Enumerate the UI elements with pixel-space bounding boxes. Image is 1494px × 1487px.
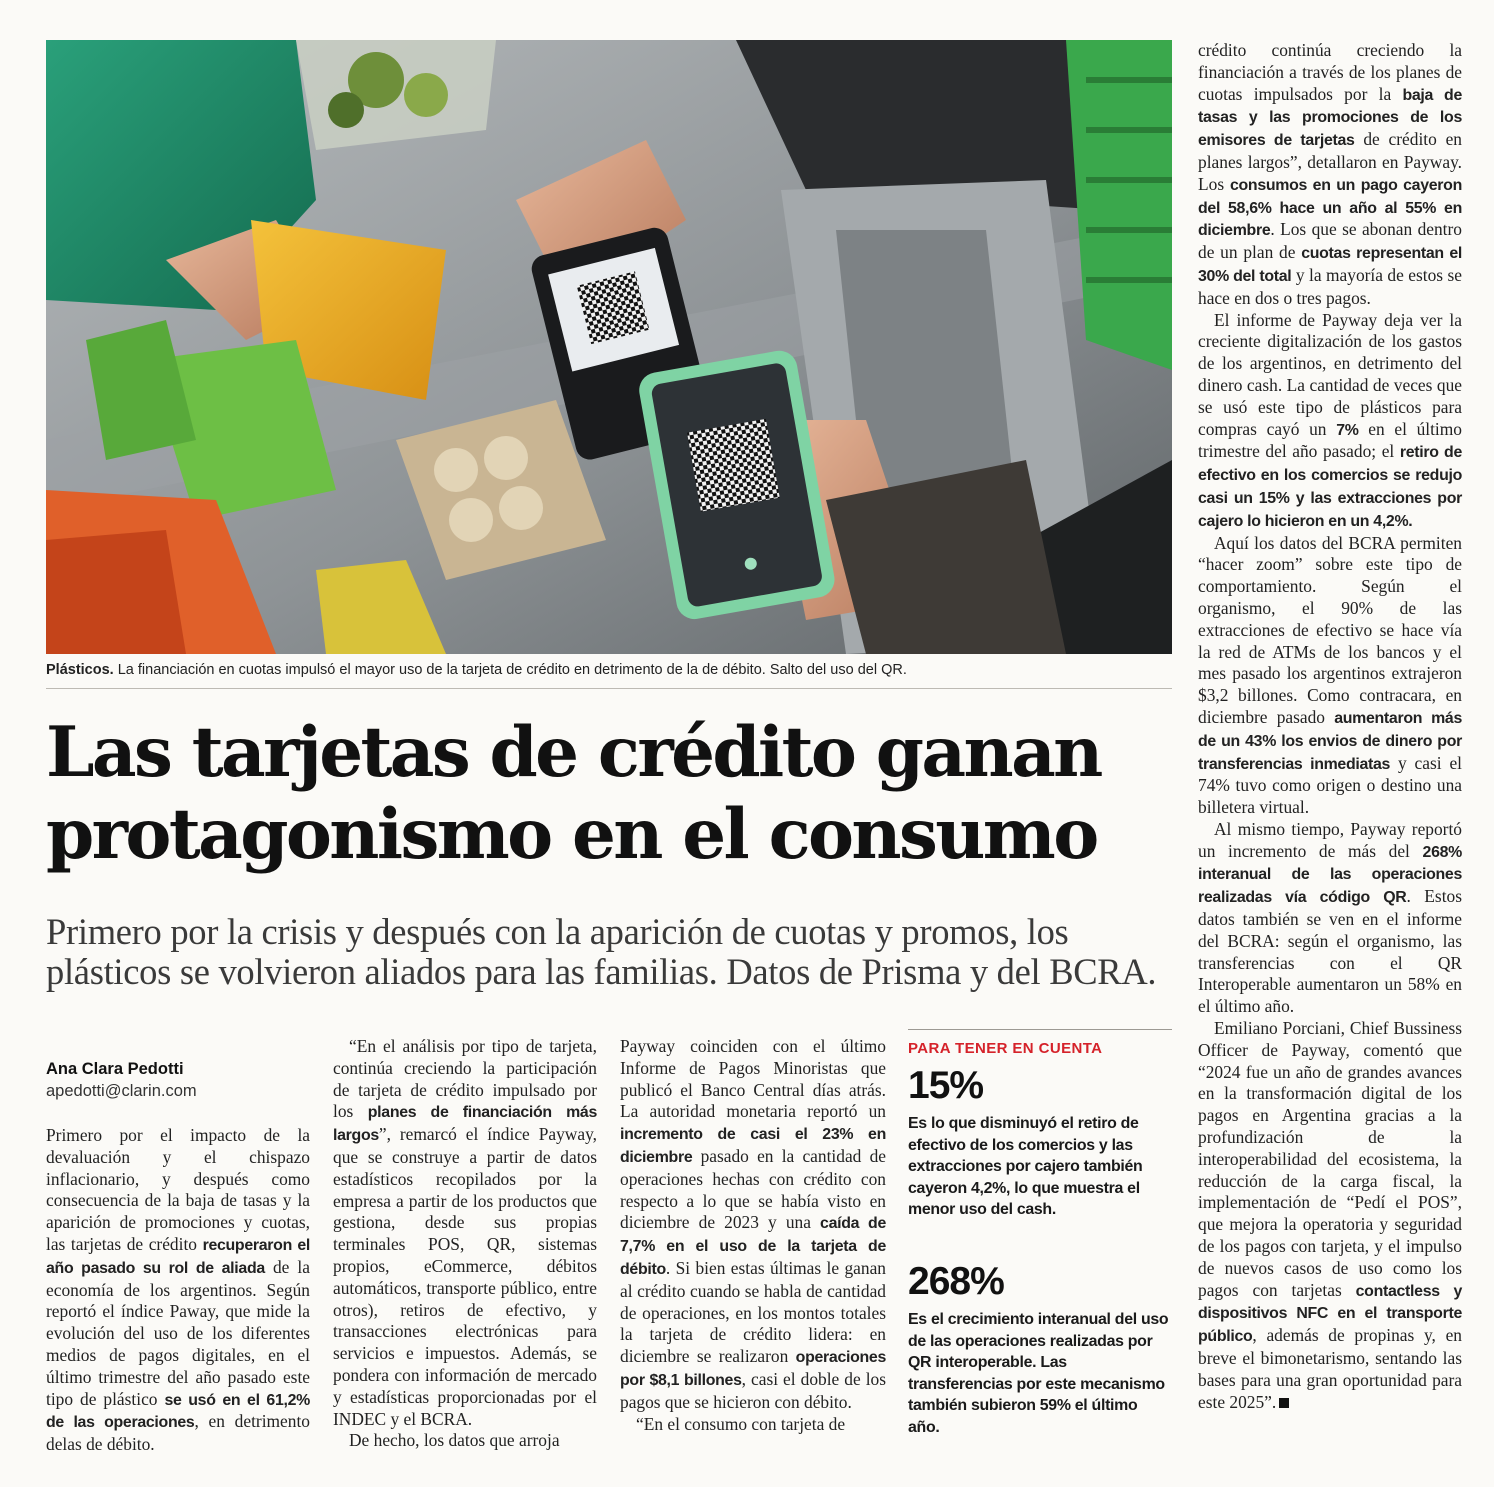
- caption-text: La financiación en cuotas impulsó el mayor uso de la tarjeta de crédito en detrimento de la de débito. Salto del uso del QR.: [117, 662, 907, 678]
- sidebar-divider: [908, 1029, 1172, 1030]
- stat-text-2: Es el crecimiento interanual del uso de las operaciones realizadas por QR interoperable. Las transferencias por este mecanismo también subieron 59% el último año.: [908, 1310, 1169, 1436]
- byline: [46, 1058, 310, 1102]
- paragraph: De hecho, los datos que arroja: [349, 1430, 560, 1451]
- headline-line-1: Las tarjetas de crédito ganan: [46, 712, 1101, 793]
- sidebar-para-tener-en-cuenta: [908, 1029, 1172, 1439]
- author-email[interactable]: apedotti@clarin.com: [46, 1082, 197, 1100]
- stat-value-1: 15%: [908, 1064, 984, 1107]
- paragraph: Aquí los datos del BCRA permiten “hacer zoom” sobre este tipo de comportamiento. Según el organismo, el 90% de las extracciones de efectivo se hace vía la red de ATMs de los bancos y el mes pasado los argentinos extrajeron $3,2 billones. Como contracara, en diciembre pasado aumentaron más de un 43% los envios de dinero por transferencias inmediatas y casi el 74% tuvo como origen o destino una billetera virtual.: [1198, 532, 1463, 818]
- checkout-qr-payment-illustration: [46, 40, 1172, 654]
- paragraph: Al mismo tiempo, Payway reportó un incremento de más del 268% interanual de las operaciones realizadas vía código QR. Estos datos también se ven en el informe del BCRA: según el organismo, las transferencias con el QR Interoperable aumentaron un 58% en el último año.: [1198, 818, 1462, 1017]
- end-of-article-mark: [1279, 1398, 1289, 1408]
- caption-divider: [46, 688, 1172, 689]
- paragraph: “En el análisis por tipo de tarjeta, continúa creciendo la participación de tarjeta de crédito impulsado por los planes de financiación más largos”, remarcó el índice Payway, que se construye a partir de datos estadísticos recopilados por la empresa a partir de los productos que gestiona, desde sus propias terminales POS, QR, sistemas propios, eCommerce, débitos automáticos, transporte público, entre otros), retiros de efectivo, y transacciones electrónicas para servicios e impuestos. Además, se pondera con información de mercado y estadísticas proporcionadas por el INDEC y el BCRA.: [333, 1036, 597, 1429]
- article-column-1: [46, 1125, 310, 1456]
- stat-value-2: 268%: [908, 1259, 1004, 1303]
- article-column-5: [1198, 40, 1462, 1413]
- deck-line-1: Primero por la crisis y después con la aparición de cuotas y promos, los: [46, 911, 1069, 952]
- paragraph: “En el consumo con tarjeta de: [636, 1413, 846, 1434]
- caption-label: Plásticos.: [46, 662, 114, 678]
- article-column-2: [333, 1036, 597, 1452]
- paragraph: El informe de Payway deja ver la creciente digitalización de los gastos de los argentinos, en detrimento del dinero cash. La cantidad de veces que se usó este tipo de plásticos para compras cayó un 7% en el último trimestre del año pasado; el retiro de efectivo en los comercios se redujo casi un 15% y las extracciones por cajero lo hicieron en un 4,2%.: [1198, 309, 1462, 530]
- deck-subheadline: [46, 912, 1186, 992]
- deck-line-2: plásticos se volvieron aliados para las familias. Datos de Prisma y del BCRA.: [46, 951, 1157, 992]
- sidebar-label: PARA TENER EN CUENTA: [908, 1040, 1103, 1057]
- article-photo: [46, 40, 1172, 654]
- paragraph: crédito continúa creciendo la financiación a través de los planes de cuotas impulsados por la baja de tasas y las promociones de los emisores de tarjetas de crédito en planes largos”, detallaron en Payway. Los consumos en un pago cayeron del 58,6% hace un año al 55% en diciembre. Los que se abonan dentro de un plan de cuotas representan el 30% del total y la mayoría de estos se hace en dos o tres pagos.: [1198, 40, 1463, 308]
- paragraph: Emiliano Porciani, Chief Bussiness Officer de Payway, comentó que “2024 fue un año de grandes avances en la transformación digital de los pagos en Argentina gracias a la profundización de la interoperabilidad del ecosistema, la reducción de la carga fiscal, la implementación de “Pedí el POS”, que mejora la operatoria y seguridad de los pagos con tarjeta, y el impulso de nuevos casos de uso como los pagos con tarjetas contactless y dispositivos NFC en el transporte público, además de propinas y, en breve el bimonetarismo, sentando las bases para una gran oportunidad para este 2025”.: [1198, 1018, 1462, 1412]
- paragraph: Primero por el impacto de la devaluación y el chispazo inflacionario, y después como consecuencia de la baja de tasas y la aparición de promociones y cuotas, las tarjetas de crédito recuperaron el año pasado su rol de aliada de la economía de los argentinos. Según reportó el índice Paway, que mide la evolución del uso de los diferentes medios de pagos digitales, en el último trimestre del año pasado este tipo de plástico se usó en el 61,2% de las operaciones, en detrimento delas de débito.: [46, 1125, 310, 1455]
- paragraph: Payway coinciden con el último Informe de Pagos Minoristas que publicó el Banco Central días atrás. La autoridad monetaria reportó un incremento de casi el 23% en diciembre pasado en la cantidad de operaciones hechas con crédito con respecto a lo que se había visto en diciembre de 2023 y una caída de 7,7% en el uso de la tarjeta de débito. Si bien estas últimas le ganan al crédito cuando se habla de cantidad de operaciones, en los montos totales la tarjeta de crédito lidera: en diciembre se realizaron operaciones por $8,1 billones, casi el doble de los pagos que se hicieron con débito.: [620, 1036, 886, 1412]
- photo-caption: [46, 662, 1172, 678]
- author-name: Ana Clara Pedotti: [46, 1060, 184, 1078]
- stat-text-1: Es lo que disminuyó el retiro de efectivo de los comercios y las extracciones por cajero también cayeron 4,2%, lo que muestra el menor uso del cash.: [908, 1115, 1143, 1219]
- headline-line-2: protagonismo en el consumo: [46, 794, 1097, 875]
- headline: [46, 712, 1176, 876]
- article-column-3: [620, 1036, 886, 1435]
